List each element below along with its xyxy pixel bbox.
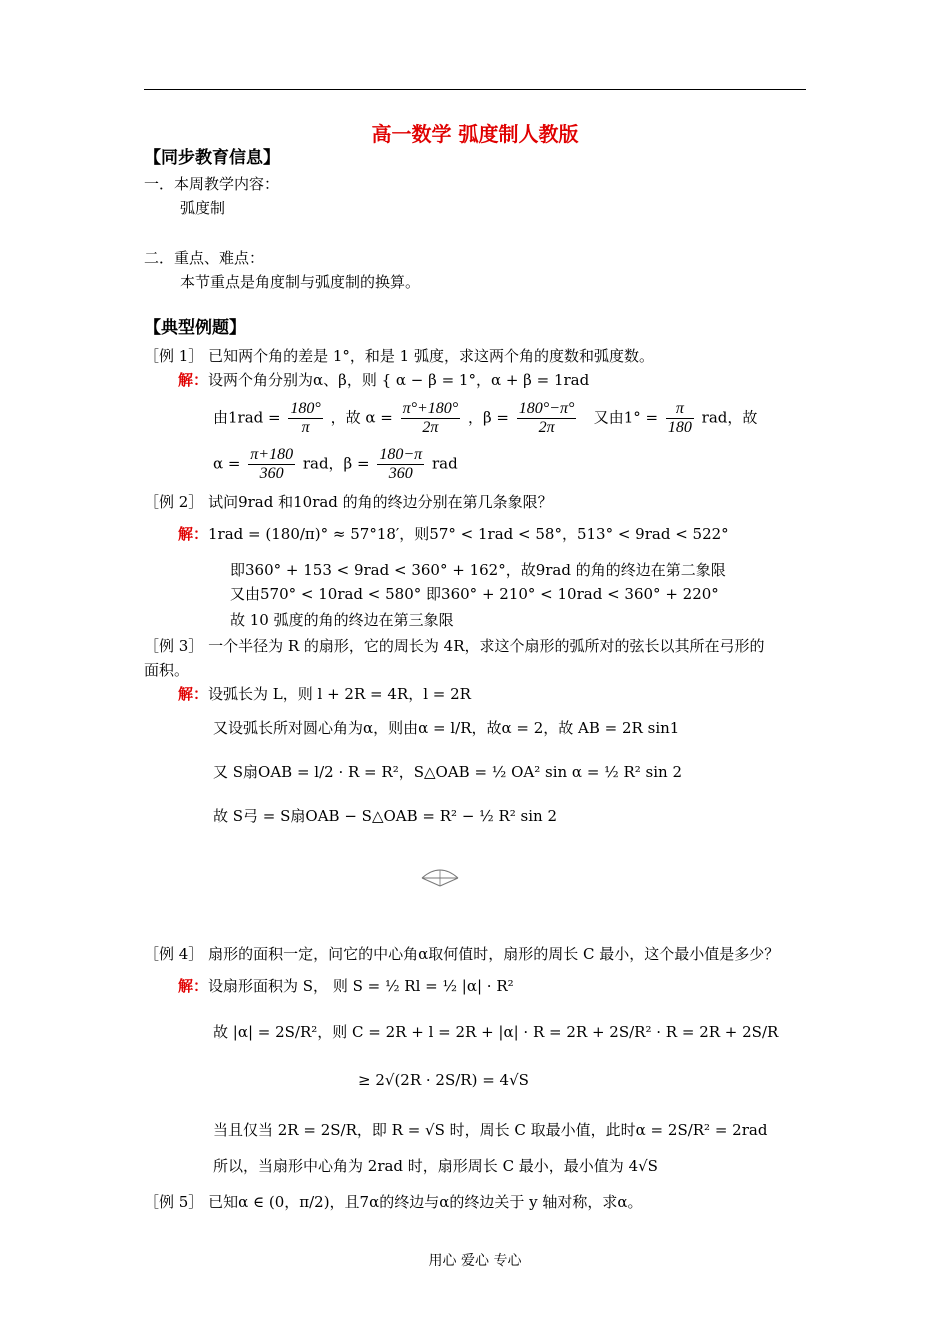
ex2-line1 xyxy=(178,524,729,544)
ex1-l3b: rad，β = xyxy=(302,454,370,473)
item2-text: 本节重点是角度制与弧度制的换算。 xyxy=(180,273,421,291)
ex4-line2: 故 |α| = 2S/R²，则 C = 2R + l = 2R + |α| · R = 2R + 2S/R² · R = 2R + 2S/R xyxy=(213,1023,779,1041)
item1-text: 弧度制 xyxy=(180,199,226,217)
ex2-question: ［例 2］ 试问9rad 和10rad 的角的终边分别在第几条象限？ xyxy=(144,493,553,511)
ex1-l2d: 又由1° = xyxy=(593,408,659,427)
ex3-question-2: 面积。 xyxy=(144,661,190,679)
ex2-line3: 又由570° < 10rad < 580° 即360° + 210° < 10rad < 360° + 220° xyxy=(230,585,719,603)
ex4-line1-text: 设扇形面积为 S， 则 S = ½ Rl = ½ |α| · R² xyxy=(208,977,514,995)
ex1-frac-pi-180: $\frac{\pi}{180}$ xyxy=(667,400,692,436)
page-title: 高一数学 弧度制人教版 xyxy=(371,122,579,146)
item2-label: 二．重点、难点： xyxy=(144,249,265,267)
ex3-line3: 又 S扇OAB = l/2 · R = R²，S△OAB = ½ OA² sin α = ½ R² sin 2 xyxy=(213,763,682,781)
ex1-frac-alpha-rad: $\frac{\pi+180}{360}$ xyxy=(250,446,294,482)
ex3-line1-text: 设弧长为 L，则 l + 2R = 4R，l = 2R xyxy=(208,685,471,703)
ex1-l2a: 由1rad = xyxy=(213,408,281,427)
ex1-l3c: rad xyxy=(431,454,458,473)
section-heading-examples: 【典型例题】 xyxy=(144,318,246,338)
ex1-line2 xyxy=(213,400,757,437)
ex4-line1 xyxy=(178,976,514,996)
ex3-line2: 又设弧长所对圆心角为α，则由α = l/R，故α = 2，故 AB = 2R sin1 xyxy=(213,719,680,737)
ex1-solve-label: 解： xyxy=(178,371,209,389)
ex4-line5: 所以，当扇形中心角为 2rad 时，扇形周长 C 最小，最小值为 4√S xyxy=(213,1157,658,1175)
ex1-line3 xyxy=(213,446,458,483)
item1-label: 一．本周教学内容： xyxy=(144,175,280,193)
ex1-frac-beta-rad: $\frac{180-\pi}{360}$ xyxy=(379,446,423,482)
ex1-l2c: ，β = xyxy=(467,408,509,427)
ex4-line3: ≥ 2√(2R · 2S/R) = 4√S xyxy=(358,1071,529,1089)
section-heading-sync: 【同步教育信息】 xyxy=(144,148,280,168)
ex1-l2b: ，故 α = xyxy=(330,408,393,427)
ex1-frac-alpha: $\frac{\pi^\circ+180^\circ}{2\pi}$ xyxy=(402,400,459,436)
ex1-line1-text: 设两个角分别为α、β，则 { α − β = 1°，α + β = 1rad xyxy=(208,371,590,389)
page-footer: 用心 爱心 专心 xyxy=(428,1253,522,1269)
ex2-line2: 即360° + 153 < 9rad < 360° + 162°，故9rad 的角的终边在第二象限 xyxy=(230,561,726,579)
ex4-line4: 当且仅当 2R = 2S/R，即 R = √S 时，周长 C 取最小值，此时α = 2S/R² = 2rad xyxy=(213,1121,768,1139)
ex5-question: ［例 5］ 已知α ∈ (0，π/2)，且7α的终边与α的终边关于 y 轴对称，求α。 xyxy=(144,1193,643,1211)
ex2-solve-label: 解： xyxy=(178,525,209,543)
ex1-question: ［例 1］ 已知两个角的差是 1°，和是 1 弧度，求这两个角的度数和弧度数。 xyxy=(144,347,654,365)
ex3-question-1: ［例 3］ 一个半径为 R 的扇形，它的周长为 4R，求这个扇形的弧所对的弦长以其所在弓形的 xyxy=(144,637,765,655)
ex1-frac-beta: $\frac{180^\circ-\pi^\circ}{2\pi}$ xyxy=(518,400,575,436)
ex1-l2e: rad，故 xyxy=(701,408,758,427)
top-rule xyxy=(144,89,806,90)
ex1-frac-180-pi: $\frac{180^\circ}{\pi}$ xyxy=(290,400,321,436)
ex3-line1 xyxy=(178,684,471,704)
ex4-question: ［例 4］ 扇形的面积一定，问它的中心角α取何值时，扇形的周长 C 最小，这个最小值是多少？ xyxy=(144,945,780,963)
ex3-line4: 故 S弓 = S扇OAB − S△OAB = R² − ½ R² sin 2 xyxy=(213,807,558,825)
ex2-line1-text: 1rad = (180/π)° ≈ 57°18′，则57° < 1rad < 58°，513° < 9rad < 522° xyxy=(208,525,729,543)
ex1-line1 xyxy=(178,370,589,390)
ex4-solve-label: 解： xyxy=(178,977,209,995)
ex3-solve-label: 解： xyxy=(178,685,209,703)
ex1-l3a: α = xyxy=(213,454,241,473)
sector-diagram xyxy=(418,858,462,896)
ex2-line4: 故 10 弧度的角的终边在第三象限 xyxy=(230,611,454,629)
